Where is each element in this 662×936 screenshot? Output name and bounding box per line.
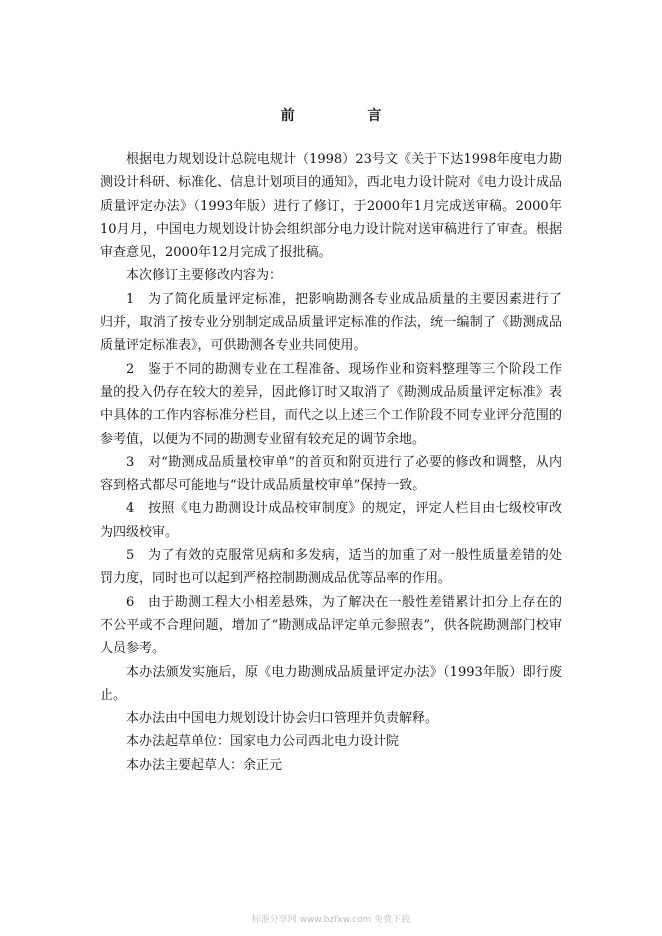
paragraph-revision-intro: 本次修订主要修改内容为： bbox=[126, 268, 283, 284]
document-body bbox=[100, 148, 562, 777]
watermark-footer: 标准分享网 www.bzfxw.com 免费下载 bbox=[251, 915, 411, 925]
page-title: 前 言 bbox=[280, 108, 416, 124]
paragraph-item-1: 1 为了简化质量评定标准，把影响勘测各专业成品质量的主要因素进行了归并，取消了按专业分别制定成品质量评定标准的作法，统一编制了《勘测成品质量评定标准表》，可供勘测各专业共同使用。 bbox=[100, 291, 562, 354]
paragraph-item-5: 5 为了有效的克服常见病和多发病，适当的加重了对一般性质量差错的处罚力度，同时也可以起到严格控制勘测成品优等品率的作用。 bbox=[100, 548, 562, 587]
paragraph-item-6: 6 由于勘测工程大小相差悬殊，为了解决在一般性差错累计扣分上存在的不公平或不合理问题，增加了“勘测成品评定单元参照表”，供各院勘测部门校审人员参考。 bbox=[100, 594, 562, 657]
paragraph-item-4: 4 按照《电力勘测设计成品校审制度》的规定，评定人栏目由七级校审改为四级校审。 bbox=[100, 501, 562, 540]
paragraph-drafter: 本办法主要起草人：余正元 bbox=[126, 757, 283, 773]
paragraph-item-3: 3 对“勘测成品质量校审单”的首页和附页进行了必要的修改和调整，从内容到格式都尽可能地与“设计成品质量校审单”保持一致。 bbox=[100, 454, 562, 494]
paragraph-administration: 本办法由中国电力规划设计协会归口管理并负责解释。 bbox=[126, 711, 439, 727]
paragraph-effective: 本办法颁发实施后，原《电力勘测成品质量评定办法》（1993年版）即行废止。 bbox=[100, 664, 562, 703]
paragraph-background: 根据电力规划设计总院电规计（1998）23号文《关于下达1998年度电力勘测设计科研、标准化、信息计划项目的通知》，西北电力设计院对《电力设计成品质量评定办法》（1993年版）进行了修订，于2000年1月完成送审稿。2000年10月月，中国电力规划设计协会组织部分电力设计院对送审稿进行了审查。根据审查意见，2000年12月完成了报批稿。 bbox=[100, 152, 562, 261]
paragraph-drafting-unit: 本办法起草单位：国家电力公司西北电力设计院 bbox=[126, 734, 400, 750]
paragraph-item-2: 2 鉴于不同的勘测专业在工程准备、现场作业和资料整理等三个阶段工作量的投入仍存在较大的差异，因此修订时又取消了《勘测成品质量评定标准》表中具体的工作内容标准分栏目，而代之以上述三个工作阶段不同专业评分范围的参考值，以便为不同的勘测专业留有较充足的调节余地。 bbox=[100, 361, 562, 447]
